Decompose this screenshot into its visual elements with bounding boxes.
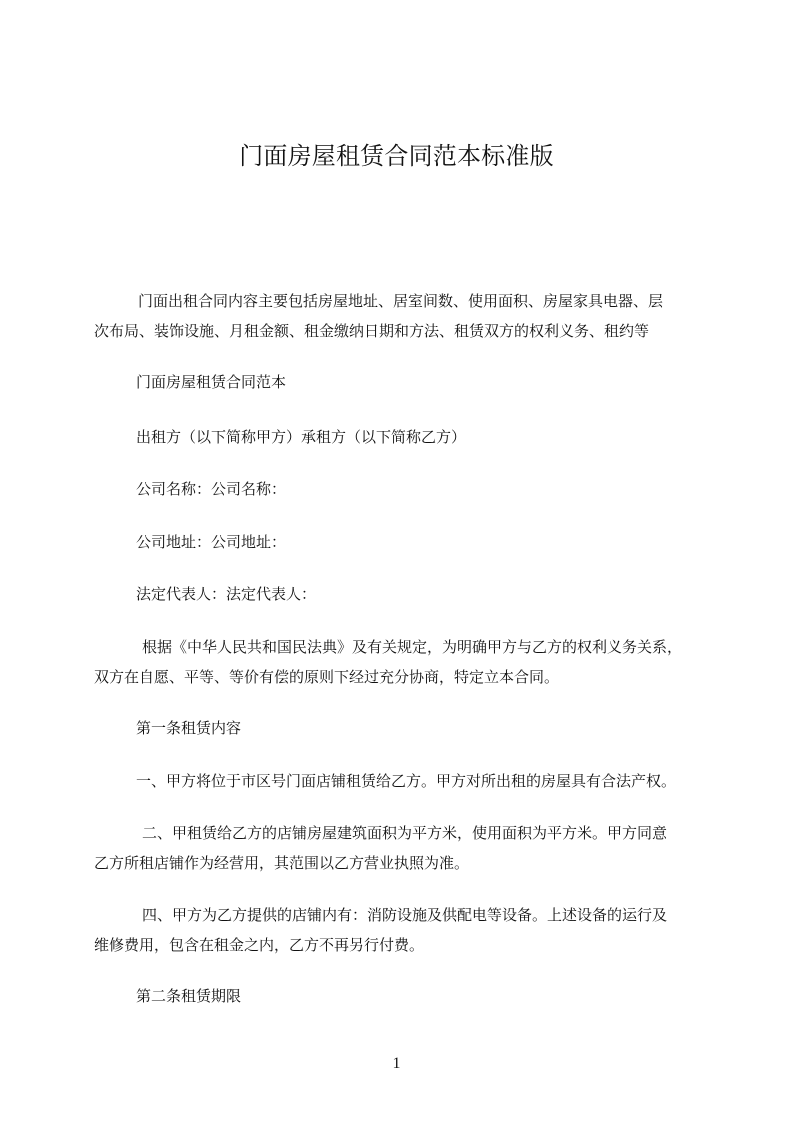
- article-1-item-1: 一、甲方将位于市区号门面店铺租赁给乙方。甲方对所出租的房屋具有合法产权。: [136, 772, 677, 790]
- document-title: 门面房屋租赁合同范本标准版: [239, 142, 554, 170]
- article-2-heading: 第二条租赁期限: [136, 987, 242, 1005]
- intro-line-2: 次布局、装饰设施、月租金额、租金缴纳日期和方法、租赁双方的权利义务、租约等: [94, 322, 650, 340]
- parties-line: 出租方（以下简称甲方）承租方（以下简称乙方）: [136, 428, 467, 446]
- article-1-item-2: [94, 818, 706, 878]
- item-4-line-2: 维修费用，包含在租金之内，乙方不再另行付费。: [94, 936, 425, 954]
- page-number: 1: [392, 1055, 401, 1072]
- item-4-line-1: 四、甲方为乙方提供的店铺内有：消防设施及供配电等设备。上述设备的运行及: [142, 906, 668, 924]
- company-name-line: 公司名称：公司名称：: [136, 480, 287, 498]
- contract-basis-paragraph: [94, 632, 706, 692]
- basis-line-1: 根据《中华人民共和国民法典》及有关规定，为明确甲方与乙方的权利义务关系，: [142, 638, 683, 656]
- intro-line-1: 门面出租合同内容主要包括房屋地址、居室间数、使用面积、房屋家具电器、层: [138, 292, 664, 310]
- basis-line-2: 双方在自愿、平等、等价有偿的原则下经过充分协商，特定立本合同。: [94, 668, 560, 686]
- intro-paragraph: [94, 286, 706, 346]
- legal-representative-line: 法定代表人：法定代表人：: [136, 585, 317, 603]
- contract-subtitle: 门面房屋租赁合同范本: [136, 373, 287, 391]
- item-2-line-1: 二、甲租赁给乙方的店铺房屋建筑面积为平方米，使用面积为平方米。甲方同意: [142, 824, 668, 842]
- article-1-heading: 第一条租赁内容: [136, 719, 242, 737]
- company-address-line: 公司地址：公司地址：: [136, 533, 287, 551]
- article-1-item-4: [94, 900, 706, 960]
- item-2-line-2: 乙方所租店铺作为经营用，其范围以乙方营业执照为准。: [94, 854, 470, 872]
